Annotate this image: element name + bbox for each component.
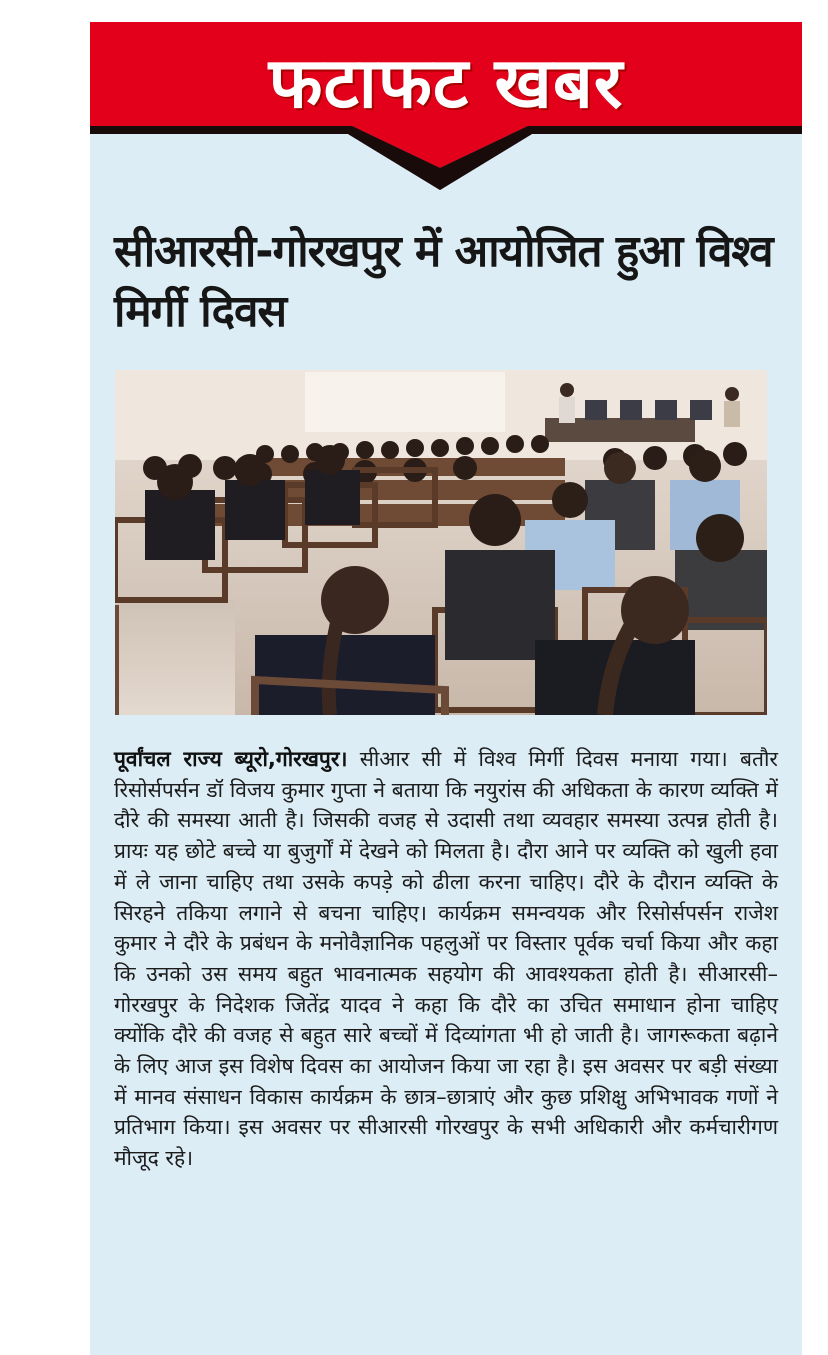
news-clipping: [90, 22, 802, 1355]
masthead-banner: [90, 22, 802, 192]
seminar-hall-photo: [115, 370, 767, 715]
masthead-title: फटाफट खबर: [268, 42, 624, 124]
dateline: पूर्वांचल राज्य ब्यूरो,गोरखपुर।: [114, 747, 348, 771]
article-body-text: सीआर सी में विश्व मिर्गी दिवस मनाया गया। बतौर रिसोर्सपर्सन डॉ विजय कुमार गुप्ता ने बताया कि नयुरांस की अधिकता के कारण व्यक्ति में दौरे की समस्या आती है। जिसकी वजह से उदासी तथा व्यवहार समस्या उत्पन्न होती है। प्रायः यह छोटे बच्चे या बुजुर्गों में देखने को मिलता है। दौरा आने पर व्यक्ति को खुली हवा में ले जाना चाहिए तथा उसके कपड़े को ढीला करना चाहिए। दौरे के दौरान व्यक्ति के सिरहने तकिया लगाने से बचना चाहिए। कार्यक्रम समन्वयक और रिसोर्सपर्सन राजेश कुमार ने दौरे के प्रबंधन के मनोवैज्ञानिक पहलुओं पर विस्तार पूर्वक चर्चा किया और कहा कि उनको उस समय बहुत भावनात्मक सहयोग की आवश्यकता होती है। सीआरसी–गोरखपुर के निदेशक जितेंद्र यादव ने कहा कि दौरे का उचित समाधान होना चाहिए क्योंकि दौरे की वजह से बहुत सारे बच्चों में दिव्यांगता भी हो जाती है। जागरूकता बढ़ाने के लिए आज इस विशेष दिवस का आयोजन किया जा रहा है। इस अवसर पर बड़ी संख्या में मानव संसाधन विकास कार्यक्रम के छात्र–छात्राएं और कुछ प्रशिक्षु अभिभावक गणों ने प्रतिभाग किया। इस अवसर पर सीआरसी गोरखपुर के सभी अधिकारी और कर्मचारीगण मौजूद रहे।: [114, 747, 778, 1171]
article-headline: सीआरसी-गोरखपुर में आयोजित हुआ विश्व मिर्गी दिवस: [114, 226, 773, 337]
article-body: [114, 744, 778, 1174]
